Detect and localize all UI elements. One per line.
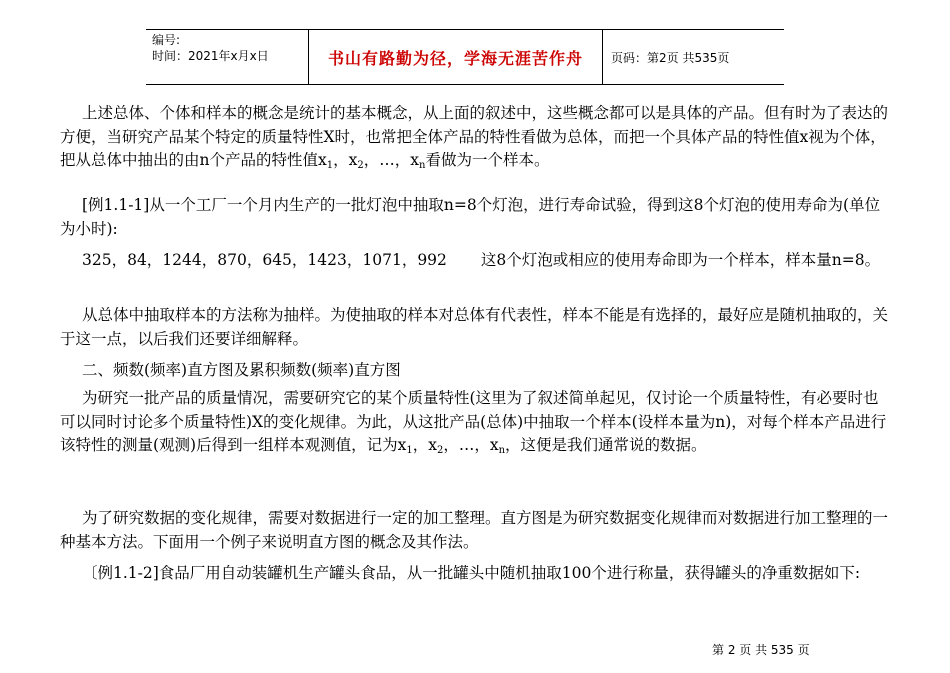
paragraph-data: 325，84，1244，870，645，1423，1071，992 这8个灯泡或相应的使用寿命即为一个样本，样本量n=8。: [82, 251, 881, 269]
page-header: [146, 29, 784, 85]
section-heading: 二、频数(频率)直方图及累积频数(频率)直方图: [82, 361, 401, 379]
number-label: 编号:: [152, 33, 181, 47]
page-footer: 第 2 页 共 535 页: [712, 643, 810, 657]
paragraph-1: 上述总体、个体和样本的概念是统计的基本概念，从上面的叙述中，这些概念都可以是具体的产品。但有时为了表达的方便，当研究产品某个特定的质量特性X时，也常把全体产品的特性看做为总体，而把一个具体产品的特性值x视为个体，把从总体中抽出的由n个产品的特性值$x_1$，$x_2$，…，$x_n$看做为一个样本。: [60, 104, 889, 172]
time-label: 时间：2021年x月x日: [152, 49, 269, 63]
header-meta: [146, 30, 308, 84]
header-motto: 书山有路勤为径，学海无涯苦作舟: [308, 30, 603, 84]
paragraph-histogram-intro: 为研究一批产品的质量情况，需要研究它的某个质量特性(这里为了叙述简单起见，仅讨论一个质量特性，有必要时也可以同时讨论多个质量特性)X的变化规律。为此，从这批产品(总体)中抽取一个样本(设样本量为n)，对每个样本产品进行该特性的测量(观测)后得到一组样本观测值，记为$x_1$，$x_2$，…，$x_n$，这便是我们通常说的数据。: [60, 389, 887, 457]
paragraph-example-1: [例1.1-1]从一个工厂一个月内生产的一批灯泡中抽取n=8个灯泡，进行寿命试验，得到这8个灯泡的使用寿命为(单位为小时):: [60, 196, 881, 238]
paragraph-histogram-method: 为了研究数据的变化规律，需要对数据进行一定的加工整理。直方图是为研究数据变化规律而对数据进行加工整理的一种基本方法。下面用一个例子来说明直方图的概念及其作法。: [60, 509, 889, 551]
paragraph-example-2: 〔例1.1-2]食品厂用自动装罐机生产罐头食品，从一批罐头中随机抽取100个进行称量，获得罐头的净重数据如下:: [82, 564, 861, 582]
lifetime-data: 325，84，1244，870，645，1423，1071，992: [82, 251, 447, 269]
header-page-info: 页码：第2页 共535页: [611, 50, 730, 65]
paragraph-sampling: 从总体中抽取样本的方法称为抽样。为使抽取的样本对总体有代表性，样本不能是有选择的，最好应是随机抽取的，关于这一点，以后我们还要详细解释。: [60, 306, 889, 348]
